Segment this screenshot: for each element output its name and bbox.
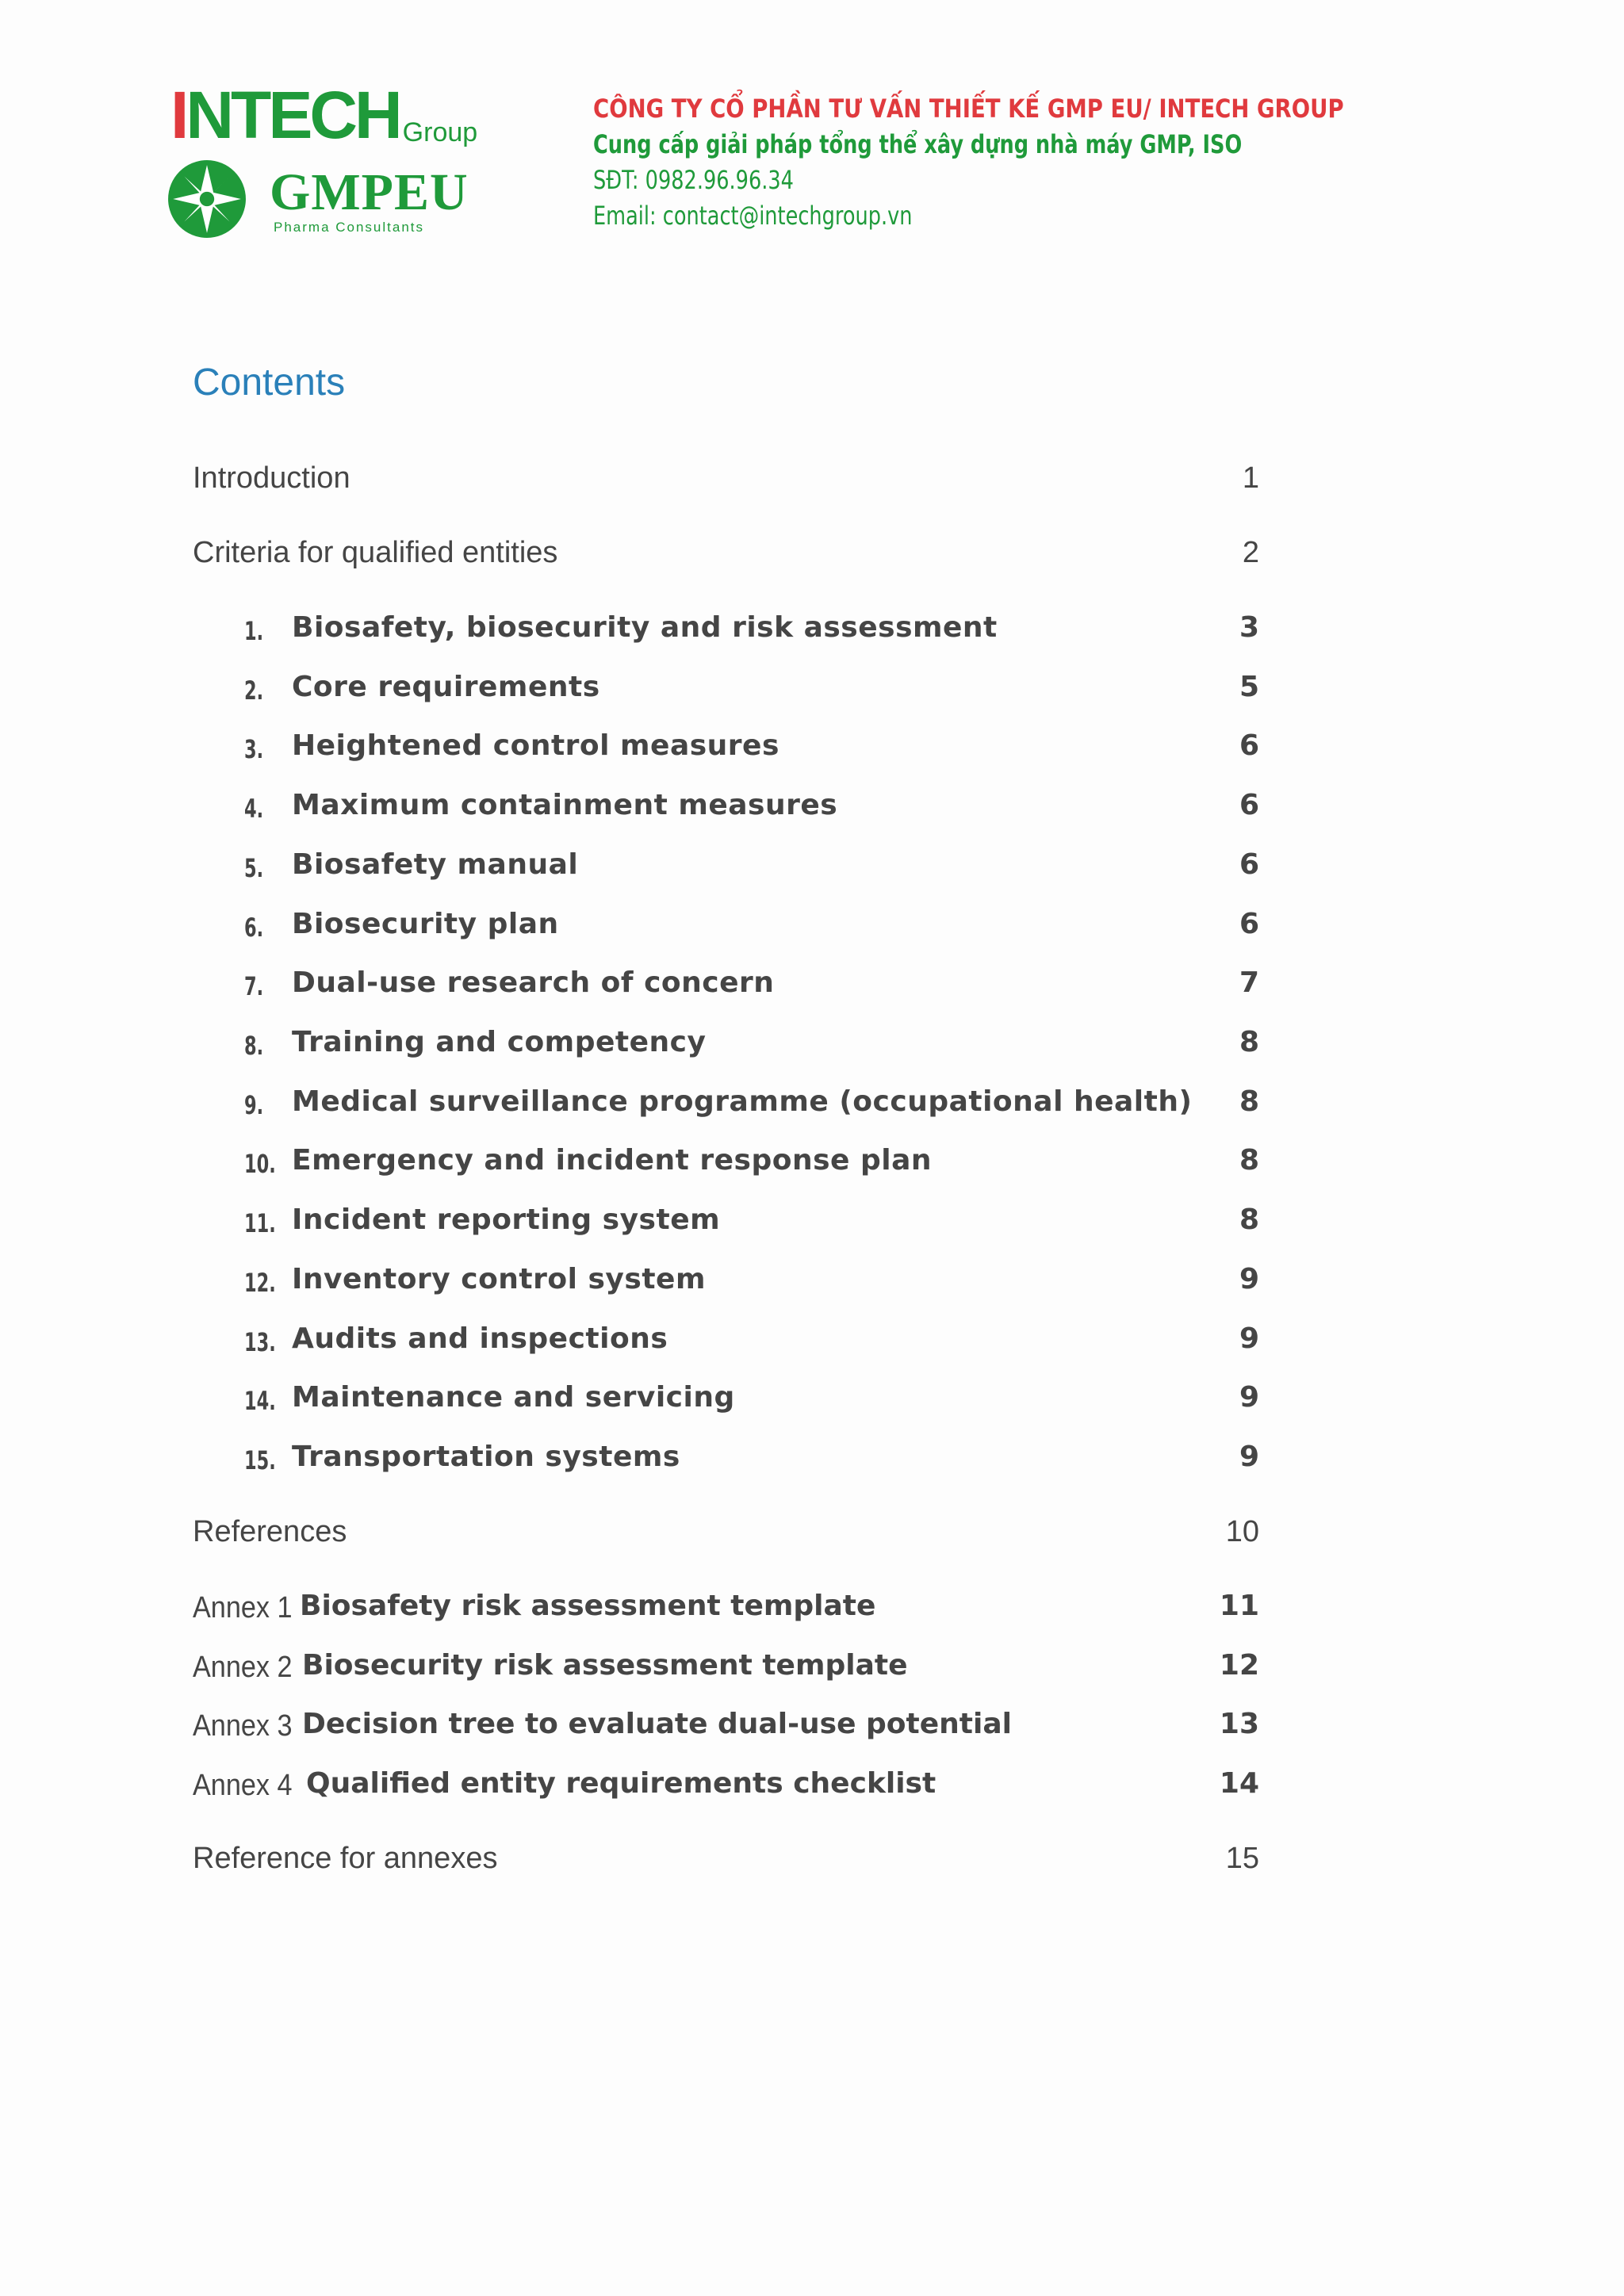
toc-subentry-label: Transportation systems	[292, 1441, 680, 1473]
toc-subentry-page: 7	[1239, 966, 1259, 999]
toc-subentry-number: 15.	[244, 1445, 276, 1475]
company-info	[593, 91, 1465, 234]
toc-entry-label: References	[193, 1515, 347, 1548]
intech-logo	[170, 79, 477, 151]
toc-annex-page: 13	[1219, 1708, 1259, 1740]
toc-subentry[interactable]	[0, 908, 1624, 955]
toc-subentry-label: Medical surveillance programme (occupational health)	[292, 1085, 1193, 1118]
toc-subentry[interactable]	[0, 1144, 1624, 1192]
toc-subentry[interactable]	[0, 1085, 1624, 1133]
toc-annex-page: 14	[1219, 1767, 1259, 1800]
gmpeu-logo-sub: Pharma Consultants	[274, 220, 425, 235]
toc-subentry-number: 10.	[244, 1149, 276, 1179]
toc-subentry-number: 2.	[244, 675, 264, 706]
toc-subentry-page: 8	[1239, 1026, 1259, 1058]
toc-entry-page: 2	[1242, 536, 1259, 569]
toc-subentry[interactable]	[0, 1203, 1624, 1251]
toc-subentry-label: Emergency and incident response plan	[292, 1144, 932, 1177]
toc-annex-label: Decision tree to evaluate dual-use potential	[302, 1708, 1012, 1740]
toc-subentry-number: 11.	[244, 1208, 276, 1238]
toc-entry-criteria[interactable]	[0, 536, 1624, 584]
toc-subentry-label: Biosecurity plan	[292, 908, 559, 940]
company-phone: SĐT: 0982.96.96.34	[593, 165, 794, 195]
toc-subentry-label: Biosafety, biosecurity and risk assessment	[292, 611, 998, 644]
toc-subentry-label: Audits and inspections	[292, 1322, 668, 1355]
gmpeu-emblem-icon	[167, 159, 247, 239]
toc-subentry-label: Core requirements	[292, 671, 600, 703]
toc-subentry-number: 7.	[244, 971, 264, 1001]
toc-subentry-number: 9.	[244, 1090, 264, 1120]
toc-subentry-number: 3.	[244, 734, 264, 764]
toc-annex-entry[interactable]	[0, 1649, 1624, 1697]
toc-entry-introduction[interactable]	[0, 461, 1624, 509]
toc-subentry-label: Maximum containment measures	[292, 789, 838, 821]
toc-subentry[interactable]	[0, 848, 1624, 896]
intech-logo-rest: NTECH	[186, 78, 400, 152]
toc-subentry-page: 9	[1239, 1322, 1259, 1355]
company-name: CÔNG TY CỔ PHẦN TƯ VẤN THIẾT KẾ GMP EU/ INTECH GROUP	[593, 94, 1344, 124]
toc-entry-page: 1	[1242, 461, 1259, 495]
toc-subentry-page: 6	[1239, 848, 1259, 881]
document-header	[0, 0, 1624, 285]
toc-subentry-page: 6	[1239, 729, 1259, 762]
toc-subentry[interactable]	[0, 1263, 1624, 1311]
toc-annex-page: 12	[1219, 1649, 1259, 1682]
toc-subentry-page: 6	[1239, 908, 1259, 940]
toc-entry-label: Criteria for qualified entities	[193, 536, 558, 569]
toc-annex-entry[interactable]	[0, 1767, 1624, 1815]
toc-subentry-label: Incident reporting system	[292, 1203, 721, 1236]
toc-subentry-label: Dual-use research of concern	[292, 966, 775, 999]
toc-subentry-label: Training and competency	[292, 1026, 707, 1058]
toc-subentry-label: Inventory control system	[292, 1263, 706, 1295]
toc-subentry[interactable]	[0, 1026, 1624, 1073]
toc-entry-page: 10	[1225, 1515, 1259, 1548]
toc-subentry[interactable]	[0, 1322, 1624, 1370]
toc-annex-prefix: Annex 1	[193, 1591, 293, 1624]
toc-annex-entry[interactable]	[0, 1708, 1624, 1755]
toc-annex-label: Biosafety risk assessment template	[300, 1590, 876, 1622]
toc-subentry-number: 13.	[244, 1327, 276, 1357]
gmpeu-logo	[167, 159, 468, 242]
gmpeu-logo-text: GMPEU	[270, 163, 469, 221]
toc-annex-page: 11	[1219, 1590, 1259, 1622]
toc-entry-page: 15	[1225, 1842, 1259, 1875]
toc-subentry[interactable]	[0, 729, 1624, 777]
toc-subentry[interactable]	[0, 789, 1624, 836]
toc-entry-reference-annexes[interactable]	[0, 1842, 1624, 1889]
toc-entry-label: Introduction	[193, 461, 350, 495]
toc-subentry-number: 12.	[244, 1268, 276, 1298]
toc-subentry-number: 14.	[244, 1386, 276, 1416]
toc-subentry-page: 9	[1239, 1263, 1259, 1295]
toc-subentry-number: 1.	[244, 616, 264, 646]
toc-subentry[interactable]	[0, 1381, 1624, 1429]
toc-subentry[interactable]	[0, 671, 1624, 718]
toc-subentry-number: 6.	[244, 913, 264, 943]
toc-annex-prefix: Annex 3	[193, 1709, 293, 1743]
toc-subentry[interactable]	[0, 1441, 1624, 1488]
intech-logo-sub: Group	[402, 117, 478, 147]
toc-subentry-page: 9	[1239, 1381, 1259, 1414]
toc-subentry-page: 8	[1239, 1085, 1259, 1118]
toc-subentry-number: 8.	[244, 1031, 264, 1061]
contents-title: Contents	[193, 362, 346, 404]
toc-subentry[interactable]	[0, 611, 1624, 659]
toc-subentry-number: 4.	[244, 794, 264, 824]
toc-entry-references[interactable]	[0, 1515, 1624, 1563]
toc-subentry-page: 3	[1239, 611, 1259, 644]
toc-subentry-page: 8	[1239, 1144, 1259, 1177]
toc-subentry[interactable]	[0, 966, 1624, 1014]
toc-entry-label: Reference for annexes	[193, 1842, 498, 1875]
toc-subentry-label: Heightened control measures	[292, 729, 779, 762]
toc-subentry-page: 9	[1239, 1441, 1259, 1473]
toc-subentry-number: 5.	[244, 853, 264, 883]
toc-subentry-page: 5	[1239, 671, 1259, 703]
toc-annex-prefix: Annex 2	[193, 1651, 293, 1684]
company-email: Email: contact@intechgroup.vn	[593, 201, 913, 231]
toc-subentry-page: 6	[1239, 789, 1259, 821]
toc-annex-entry[interactable]	[0, 1590, 1624, 1637]
toc-subentry-label: Biosafety manual	[292, 848, 579, 881]
toc-subentry-page: 8	[1239, 1203, 1259, 1236]
toc-annex-prefix: Annex 4	[193, 1769, 293, 1802]
intech-logo-initial: I	[170, 78, 186, 152]
toc-annex-label: Qualified entity requirements checklist	[306, 1767, 936, 1800]
toc-subentry-label: Maintenance and servicing	[292, 1381, 735, 1414]
company-tagline: Cung cấp giải pháp tổng thể xây dựng nhà máy GMP, ISO	[593, 129, 1243, 159]
toc-annex-label: Biosecurity risk assessment template	[302, 1649, 908, 1682]
